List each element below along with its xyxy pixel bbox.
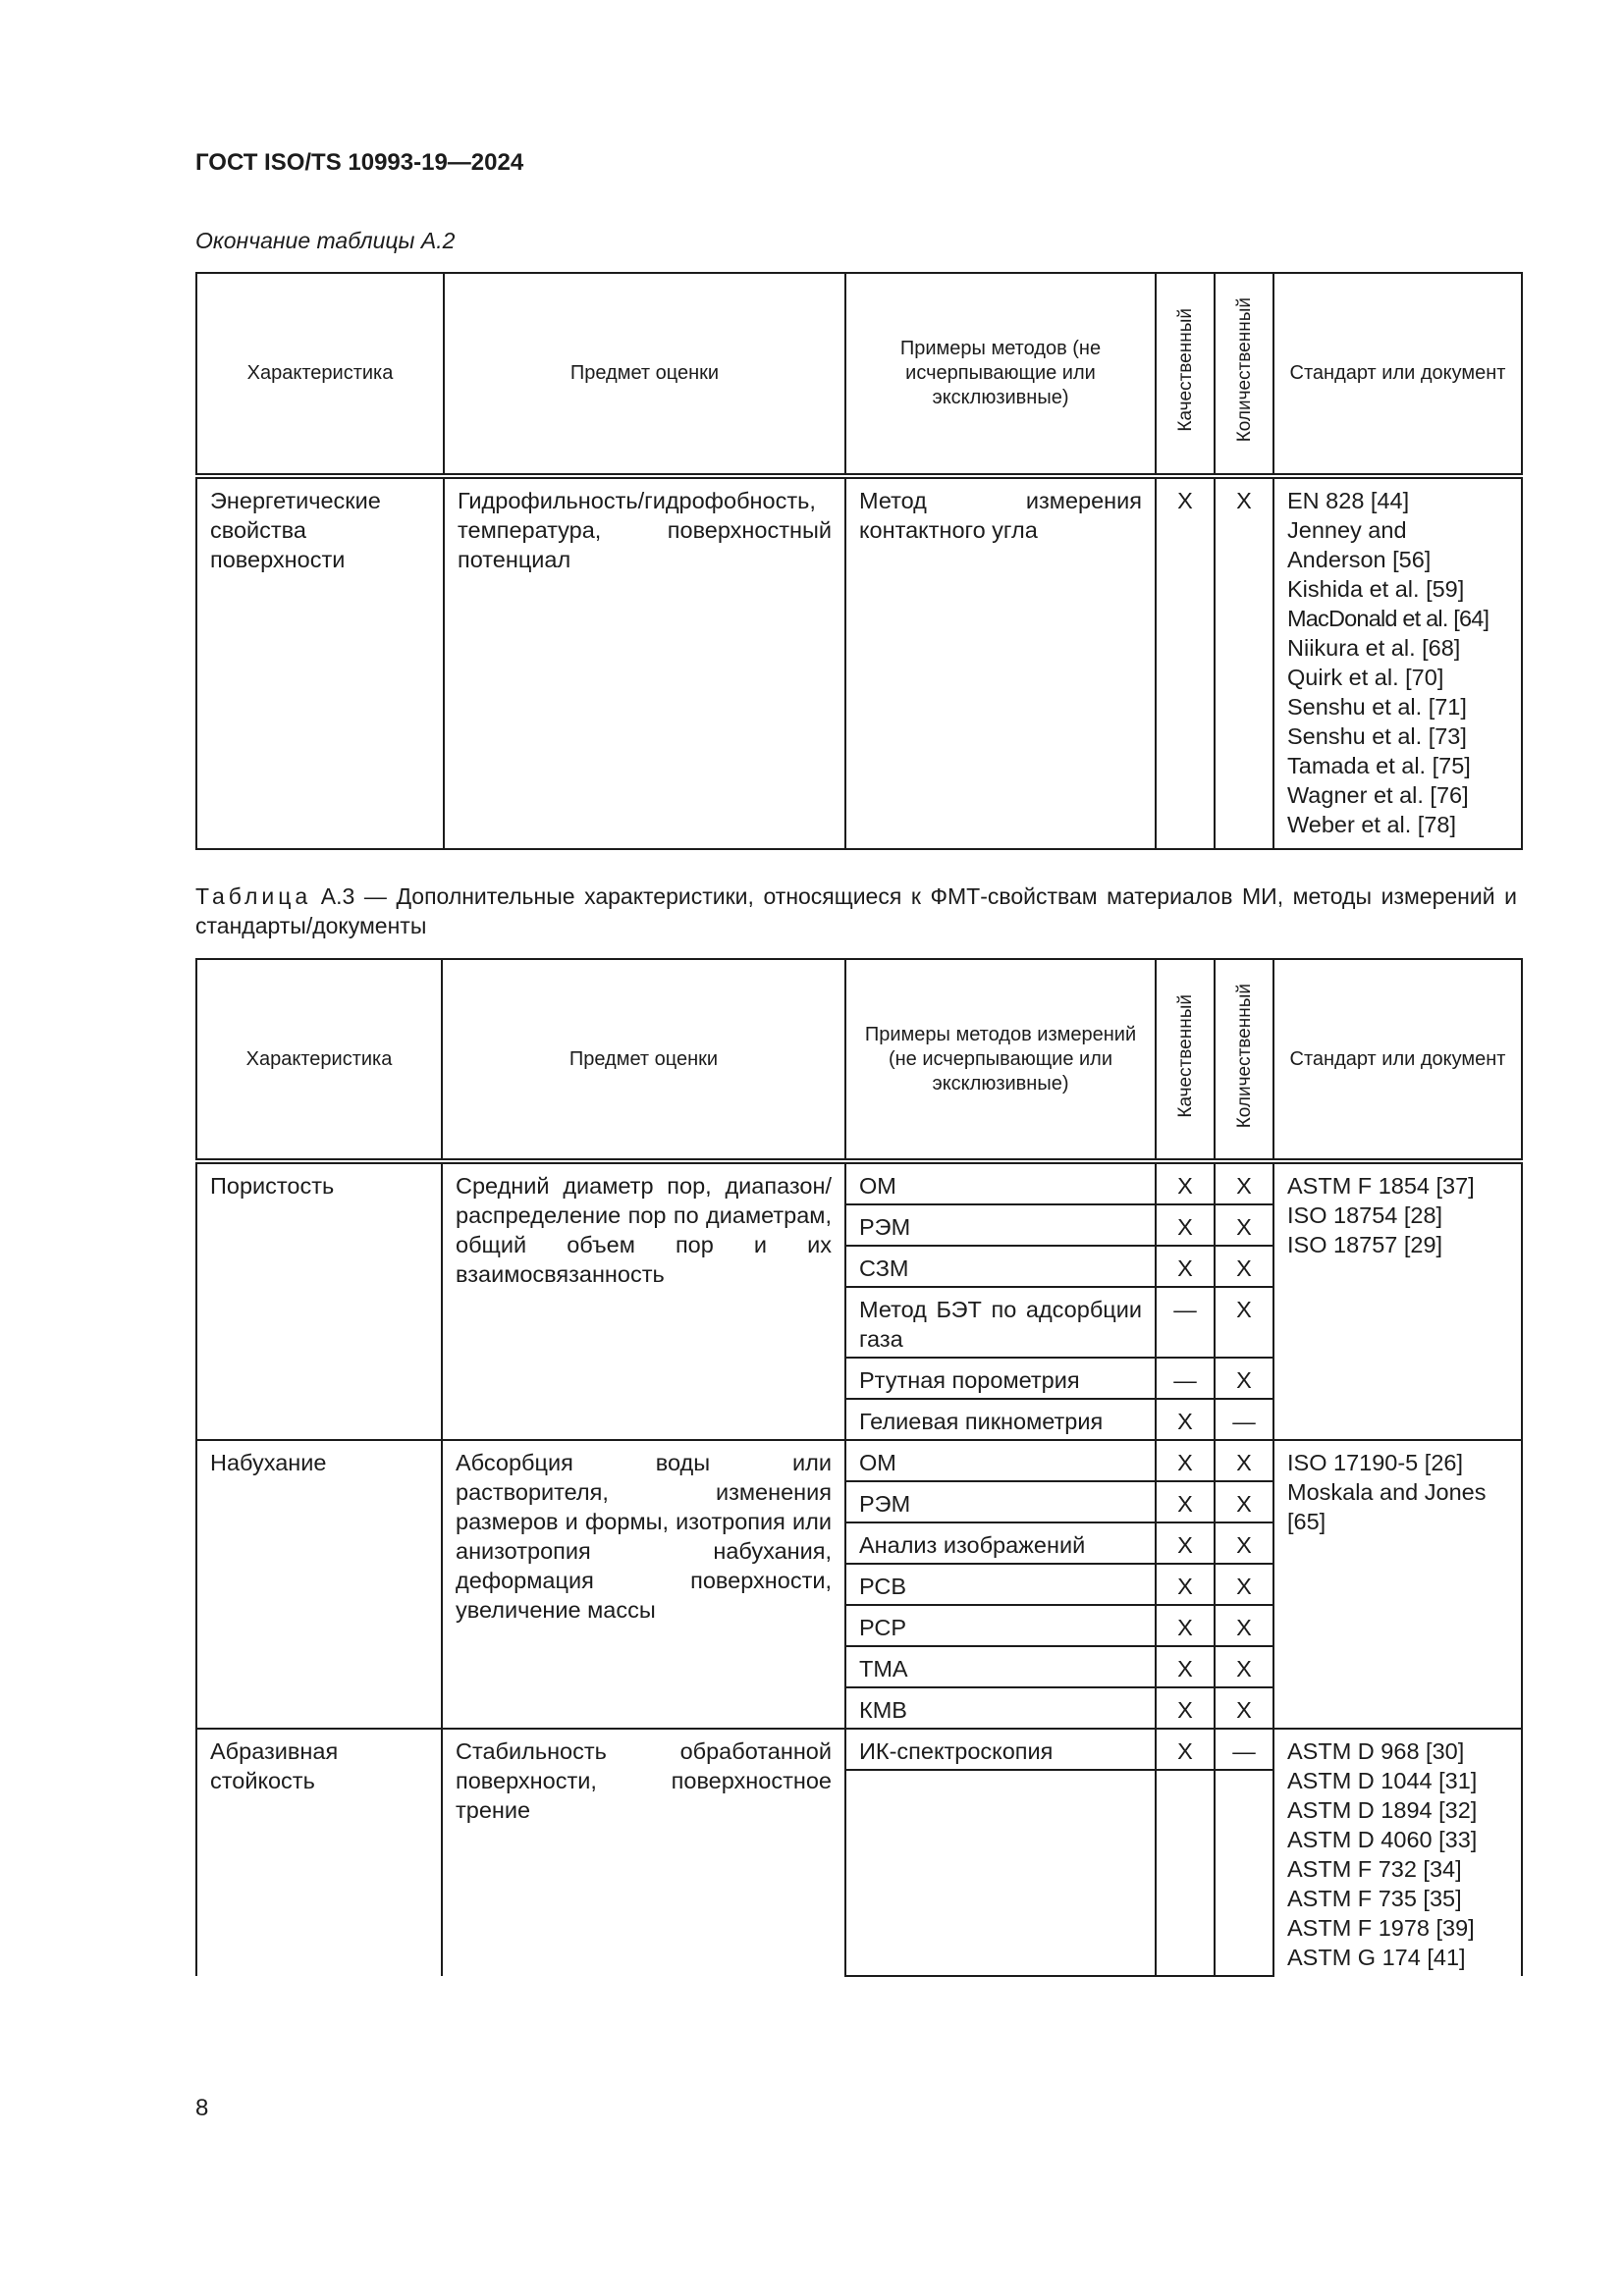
qualitative-mark: X [1156, 1399, 1215, 1440]
standard-ref: MacDonald et al. [64] [1287, 606, 1489, 631]
standard-ref: ISO 17190-5 [26] [1287, 1450, 1463, 1475]
standards-cell [1273, 1729, 1522, 1976]
method-cell: РЭМ [845, 1481, 1156, 1522]
quantitative-mark: X [1215, 1481, 1273, 1522]
quantitative-mark: X [1215, 1204, 1273, 1246]
qualitative-mark: — [1156, 1287, 1215, 1358]
table-a3-caption [195, 881, 1517, 940]
header-subject: Предмет оценки [442, 959, 845, 1161]
quantitative-mark: X [1215, 1564, 1273, 1605]
standard-ref: ASTM F 735 [35] [1287, 1886, 1462, 1911]
table-a3 [195, 958, 1523, 1977]
qualitative-mark: X [1156, 1481, 1215, 1522]
table-row [196, 1161, 1522, 1204]
qualitative-mark: — [1156, 1358, 1215, 1399]
qualitative-mark: X [1156, 1646, 1215, 1687]
standard-ref: Kishida et al. [59] [1287, 576, 1465, 602]
header-characteristic: Характеристика [196, 273, 444, 476]
standard-ref: Weber et al. [78] [1287, 812, 1456, 837]
subject-cell: Гидрофильность/гидрофобность, температура, поверхностный потенциал [444, 476, 845, 849]
standard-ref: ASTM F 1978 [39] [1287, 1915, 1475, 1941]
method-cell: Ртутная порометрия [845, 1358, 1156, 1399]
document-title: ГОСТ ISO/TS 10993-19—2024 [195, 149, 524, 176]
subject-cell: Абсорбция воды или растворителя, изменения размеров и формы, изотропия или анизотропия набухания, деформация поверхности, увеличение массы [442, 1440, 845, 1729]
method-cell: СЗМ [845, 1246, 1156, 1287]
qualitative-mark: X [1156, 1204, 1215, 1246]
qualitative-mark: X [1156, 476, 1215, 849]
standard-ref: ASTM D 1894 [32] [1287, 1797, 1478, 1823]
quantitative-mark-empty [1215, 1770, 1273, 1976]
standard-ref: ASTM F 1854 [37] [1287, 1173, 1475, 1199]
header-subject: Предмет оценки [444, 273, 845, 476]
method-cell: РСР [845, 1605, 1156, 1646]
quantitative-mark: X [1215, 1358, 1273, 1399]
method-cell: ИК-спектроскопия [845, 1729, 1156, 1770]
standard-ref: ISO 18757 [29] [1287, 1232, 1443, 1257]
quantitative-mark: — [1215, 1399, 1273, 1440]
page-number: 8 [195, 2095, 209, 2121]
standard-ref: ASTM G 174 [41] [1287, 1945, 1466, 1970]
method-cell-empty [845, 1770, 1156, 1976]
standard-ref: ASTM D 1044 [31] [1287, 1768, 1478, 1793]
standard-ref: Senshu et al. [73] [1287, 723, 1467, 749]
header-quantitative: Количественный [1215, 273, 1273, 476]
header-qualitative: Качественный [1156, 273, 1215, 476]
quantitative-mark: X [1215, 1161, 1273, 1204]
qualitative-mark-empty [1156, 1770, 1215, 1976]
standard-ref: Quirk et al. [70] [1287, 665, 1444, 690]
qualitative-mark: X [1156, 1564, 1215, 1605]
quantitative-mark: X [1215, 476, 1273, 849]
method-cell: Метод БЭТ по адсорбции газа [845, 1287, 1156, 1358]
characteristic-cell: Энергетические свойства поверхности [196, 476, 444, 849]
method-cell: РЭМ [845, 1204, 1156, 1246]
qualitative-mark: X [1156, 1605, 1215, 1646]
standard-ref: Tamada et al. [75] [1287, 753, 1471, 778]
quantitative-mark: X [1215, 1522, 1273, 1564]
method-cell: РСВ [845, 1564, 1156, 1605]
qualitative-mark: X [1156, 1246, 1215, 1287]
standard-ref: ASTM D 4060 [33] [1287, 1827, 1478, 1852]
characteristic-cell: Пористость [196, 1161, 442, 1440]
standards-cell [1273, 476, 1522, 849]
qualitative-mark: X [1156, 1440, 1215, 1481]
quantitative-mark: X [1215, 1687, 1273, 1729]
method-cell: ОМ [845, 1440, 1156, 1481]
header-quantitative: Количественный [1215, 959, 1273, 1161]
method-cell: КМВ [845, 1687, 1156, 1729]
standard-ref: Senshu et al. [71] [1287, 694, 1467, 720]
standards-cell [1273, 1440, 1522, 1729]
table-continuation-caption: Окончание таблицы А.2 [195, 228, 456, 253]
header-standard: Стандарт или документ [1273, 959, 1522, 1161]
standard-ref: ASTM D 968 [30] [1287, 1738, 1465, 1764]
standards-cell [1273, 1161, 1522, 1440]
header-methods: Примеры методов (не исчерпывающие или эксклюзивные) [845, 273, 1156, 476]
qualitative-mark: X [1156, 1161, 1215, 1204]
standard-ref: Wagner et al. [76] [1287, 782, 1469, 808]
qualitative-mark: X [1156, 1522, 1215, 1564]
quantitative-mark: X [1215, 1287, 1273, 1358]
subject-cell: Стабильность обработанной поверхности, поверхностное трение [442, 1729, 845, 1976]
table-row [196, 1729, 1522, 1770]
table-a3-caption-label: Таблица [195, 883, 312, 909]
subject-cell: Средний диаметр пор, диапазон/распределение пор по диаметрам, общий объем пор и их взаимосвязанность [442, 1161, 845, 1440]
qualitative-mark: X [1156, 1729, 1215, 1770]
method-cell: Анализ изображений [845, 1522, 1156, 1564]
standard-ref: Niikura et al. [68] [1287, 635, 1461, 661]
characteristic-cell: Набухание [196, 1440, 442, 1729]
method-cell: Гелиевая пикнометрия [845, 1399, 1156, 1440]
quantitative-mark: X [1215, 1605, 1273, 1646]
header-qualitative: Качественный [1156, 959, 1215, 1161]
standard-ref: EN 828 [44] [1287, 488, 1410, 513]
header-characteristic: Характеристика [196, 959, 442, 1161]
standard-ref: Jenney and Anderson [56] [1287, 517, 1432, 572]
characteristic-cell: Абразивная стойкость [196, 1729, 442, 1976]
table-row [196, 1440, 1522, 1481]
quantitative-mark: X [1215, 1440, 1273, 1481]
standard-ref: Moskala and Jones [65] [1287, 1479, 1487, 1534]
quantitative-mark: — [1215, 1729, 1273, 1770]
header-methods: Примеры методов измерений (не исчерпывающие или эксклюзивные) [845, 959, 1156, 1161]
standard-ref: ASTM F 732 [34] [1287, 1856, 1462, 1882]
standard-ref: ISO 18754 [28] [1287, 1202, 1443, 1228]
quantitative-mark: X [1215, 1646, 1273, 1687]
qualitative-mark: X [1156, 1687, 1215, 1729]
method-cell: ОМ [845, 1161, 1156, 1204]
method-cell: Метод измерения контактного угла [845, 476, 1156, 849]
table-a3-caption-text: А.3 — Дополнительные характеристики, относящиеся к ФМТ-свойствам материалов МИ, методы измерений и стандарты/документы [195, 883, 1517, 938]
header-standard: Стандарт или документ [1273, 273, 1522, 476]
quantitative-mark: X [1215, 1246, 1273, 1287]
method-cell: ТМА [845, 1646, 1156, 1687]
table-a2 [195, 272, 1523, 850]
